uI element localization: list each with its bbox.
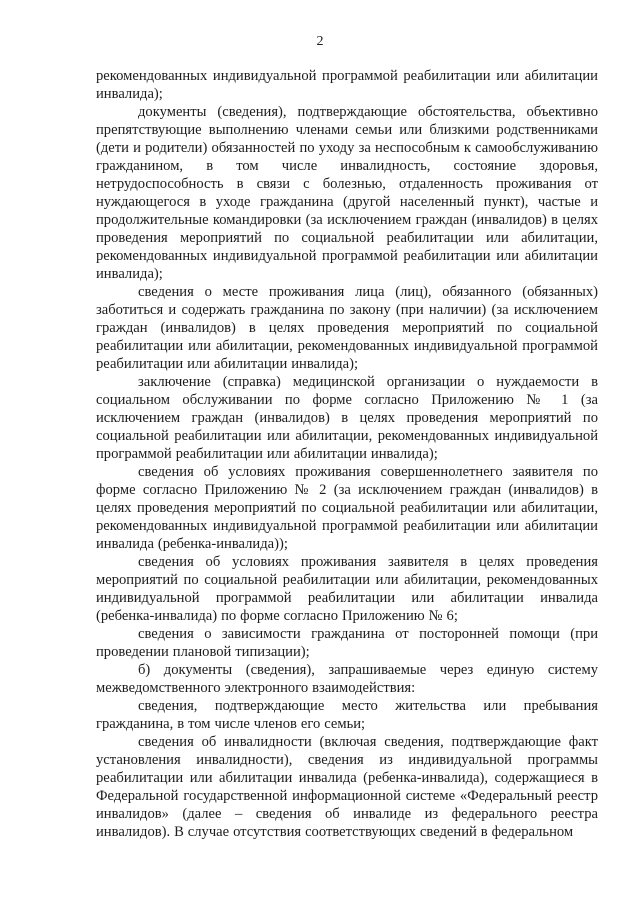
paragraph-continuation: рекомендованных индивидуальной программой реабилитации или абилитации инвалида); [96, 68, 598, 102]
document-body [96, 67, 598, 841]
page-number: 2 [316, 34, 324, 49]
paragraph-living-conditions-rehab: сведения об условиях проживания заявителя в целях проведения мероприятий по социальной реабилитации или абилитации, рекомендованных индивидуальной программой реабилитации или абилитации инвалида (ребенка-инвалида) по форме согласно Приложению № 6; [96, 554, 598, 624]
paragraph-interagency-documents: б) документы (сведения), запрашиваемые через единую систему межведомственного электронного взаимодействия: [96, 662, 598, 696]
paragraph-residence-confirmation: сведения, подтверждающие место жительства или пребывания гражданина, в том числе членов его семьи; [96, 698, 598, 732]
paragraph-documents-obstacles: документы (сведения), подтверждающие обстоятельства, объективно препятствующие выполнению членами семьи или близкими родственниками (дети и родители) обязанностей по уходу за неспособным к самообслуживанию гражданином, в том числе инвалидность, состояние здоровья, нетрудоспособность в связи с болезнью, отдаленность проживания от нуждающегося в уходе гражданина (другой населенный пункт), частые и продолжительные командировки (за исключением граждан (инвалидов) в целях проведения мероприятий по социальной реабилитации или абилитации, рекомендованных индивидуальной программой реабилитации или абилитации инвалида); [96, 104, 598, 282]
paragraph-disability-info: сведения об инвалидности (включая сведения, подтверждающие факт установления инвалидности), сведения из индивидуальной программы реабилитации или абилитации инвалида (ребенка-инвалида), содержащиеся в Федеральной государственной информационной системе «Федеральный реестр инвалидов» (далее – сведения об инвалиде из федерального реестра инвалидов). В случае отсутствия соответствующих сведений в федеральном [96, 734, 598, 840]
paragraph-dependence-info: сведения о зависимости гражданина от посторонней помощи (при проведении плановой типизации); [96, 626, 598, 660]
paragraph-residence-obligated-persons: сведения о месте проживания лица (лиц), обязанного (обязанных) заботиться и содержать гражданина по закону (при наличии) (за исключением граждан (инвалидов) в целях проведения мероприятий по социальной реабилитации или абилитации, рекомендованных индивидуальной программой реабилитации или абилитации инвалида); [96, 284, 598, 372]
paragraph-living-conditions-adult: сведения об условиях проживания совершеннолетнего заявителя по форме согласно Приложению № 2 (за исключением граждан (инвалидов) в целях проведения мероприятий по социальной реабилитации или абилитации, рекомендованных индивидуальной программой реабилитации или абилитации инвалида (ребенка-инвалида)); [96, 464, 598, 552]
paragraph-medical-conclusion: заключение (справка) медицинской организации о нуждаемости в социальном обслуживании по форме согласно Приложению № 1 (за исключением граждан (инвалидов) в целях проведения мероприятий по социальной реабилитации или абилитации, рекомендованных индивидуальной программой реабилитации или абилитации инвалида); [96, 374, 598, 462]
